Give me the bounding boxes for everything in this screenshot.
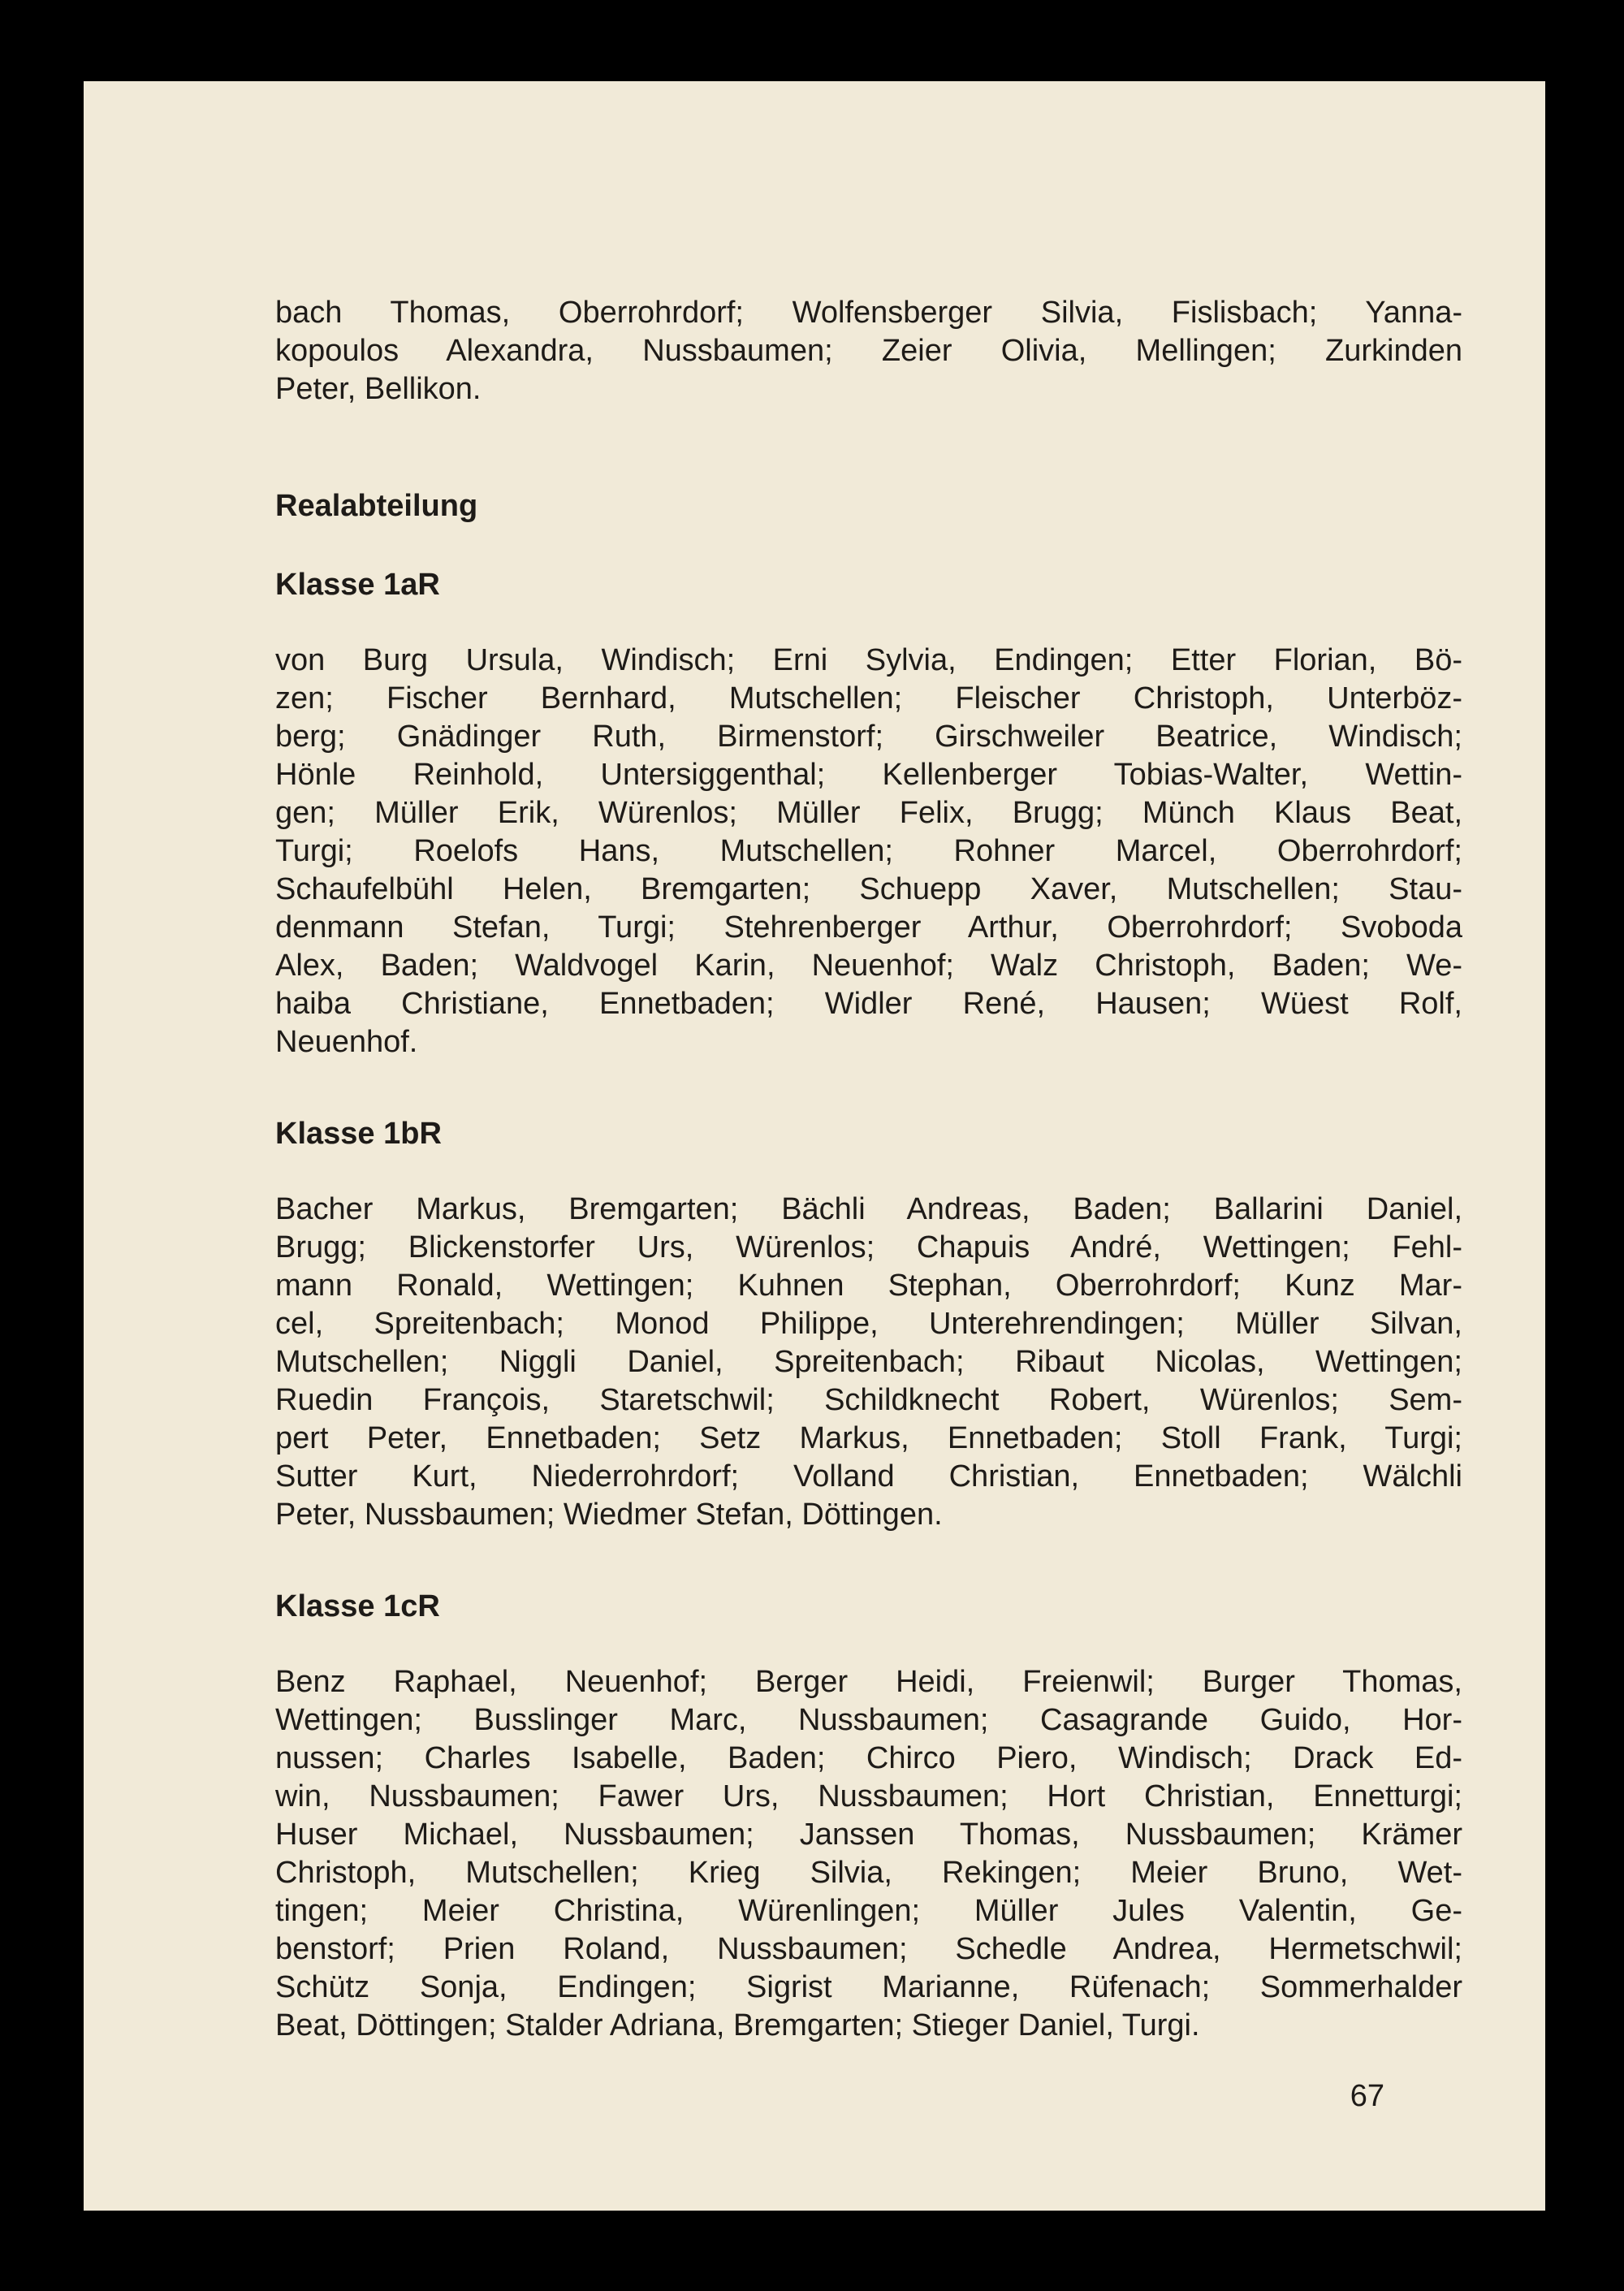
- text-line: Beat, Döttingen; Stalder Adriana, Bremgarten; Stieger Daniel, Turgi.: [275, 2008, 1200, 2042]
- intro-paragraph: [275, 294, 1462, 408]
- text-line: benstorf; Prien Roland, Nussbaumen; Schedle Andrea, Hermetschwil;: [275, 1932, 1462, 1966]
- text-line: Turgi; Roelofs Hans, Mutschellen; Rohner Marcel, Oberrohrdorf;: [275, 834, 1462, 868]
- text-line: Hönle Reinhold, Untersiggenthal; Kellenberger Tobias-Walter, Wettin-: [275, 758, 1462, 792]
- text-line: Huser Michael, Nussbaumen; Janssen Thomas, Nussbaumen; Krämer: [275, 1818, 1462, 1852]
- text-line: zen; Fischer Bernhard, Mutschellen; Fleischer Christoph, Unterböz-: [275, 681, 1462, 715]
- text-line: Sutter Kurt, Niederrohrdorf; Volland Christian, Ennetbaden; Wälchli: [275, 1459, 1462, 1493]
- text-line: Alex, Baden; Waldvogel Karin, Neuenhof; Walz Christoph, Baden; We-: [275, 949, 1462, 983]
- class-roster-1aR: [275, 642, 1462, 1061]
- page-number: 67: [1350, 2079, 1384, 2113]
- text-line: Bacher Markus, Bremgarten; Bächli Andreas, Baden; Ballarini Daniel,: [275, 1192, 1462, 1226]
- class-title-1cR: Klasse 1cR: [275, 1589, 440, 1623]
- class-roster-1cR: [275, 1663, 1462, 2045]
- text-line: Peter, Nussbaumen; Wiedmer Stefan, Döttingen.: [275, 1498, 943, 1532]
- class-title-1bR: Klasse 1bR: [275, 1117, 442, 1151]
- text-line: pert Peter, Ennetbaden; Setz Markus, Ennetbaden; Stoll Frank, Turgi;: [275, 1421, 1462, 1455]
- text-line: Christoph, Mutschellen; Krieg Silvia, Rekingen; Meier Bruno, Wet-: [275, 1856, 1462, 1890]
- class-title-1aR: Klasse 1aR: [275, 568, 440, 602]
- text-line: haiba Christiane, Ennetbaden; Widler René, Hausen; Wüest Rolf,: [275, 987, 1462, 1021]
- text-line: Peter, Bellikon.: [275, 372, 482, 406]
- text-line: cel, Spreitenbach; Monod Philippe, Unterehrendingen; Müller Silvan,: [275, 1307, 1462, 1341]
- text-line: win, Nussbaumen; Fawer Urs, Nussbaumen; Hort Christian, Ennetturgi;: [275, 1779, 1462, 1813]
- class-roster-1bR: [275, 1191, 1462, 1534]
- text-line: Wettingen; Busslinger Marc, Nussbaumen; Casagrande Guido, Hor-: [275, 1703, 1462, 1737]
- page-content: [275, 294, 1462, 2045]
- document-page: [84, 81, 1545, 2211]
- text-line: kopoulos Alexandra, Nussbaumen; Zeier Olivia, Mellingen; Zurkinden: [275, 334, 1462, 368]
- text-line: bach Thomas, Oberrohrdorf; Wolfensberger Silvia, Fislisbach; Yanna-: [275, 296, 1462, 330]
- text-line: gen; Müller Erik, Würenlos; Müller Felix, Brugg; Münch Klaus Beat,: [275, 796, 1462, 830]
- text-line: Ruedin François, Staretschwil; Schildknecht Robert, Würenlos; Sem-: [275, 1383, 1462, 1417]
- text-line: Brugg; Blickenstorfer Urs, Würenlos; Chapuis André, Wettingen; Fehl-: [275, 1230, 1462, 1264]
- text-line: Mutschellen; Niggli Daniel, Spreitenbach; Ribaut Nicolas, Wettingen;: [275, 1345, 1462, 1379]
- text-line: Benz Raphael, Neuenhof; Berger Heidi, Freienwil; Burger Thomas,: [275, 1665, 1462, 1699]
- text-line: Schaufelbühl Helen, Bremgarten; Schuepp Xaver, Mutschellen; Stau-: [275, 872, 1462, 906]
- text-line: berg; Gnädinger Ruth, Birmenstorf; Girschweiler Beatrice, Windisch;: [275, 720, 1462, 754]
- section-title: Realabteilung: [275, 489, 478, 523]
- text-line: nussen; Charles Isabelle, Baden; Chirco Piero, Windisch; Drack Ed-: [275, 1741, 1462, 1775]
- text-line: Neuenhof.: [275, 1025, 418, 1059]
- text-line: denmann Stefan, Turgi; Stehrenberger Arthur, Oberrohrdorf; Svoboda: [275, 910, 1462, 944]
- text-line: mann Ronald, Wettingen; Kuhnen Stephan, Oberrohrdorf; Kunz Mar-: [275, 1269, 1462, 1303]
- text-line: von Burg Ursula, Windisch; Erni Sylvia, Endingen; Etter Florian, Bö-: [275, 643, 1462, 677]
- text-line: tingen; Meier Christina, Würenlingen; Müller Jules Valentin, Ge-: [275, 1894, 1462, 1928]
- text-line: Schütz Sonja, Endingen; Sigrist Marianne, Rüfenach; Sommerhalder: [275, 1970, 1462, 2004]
